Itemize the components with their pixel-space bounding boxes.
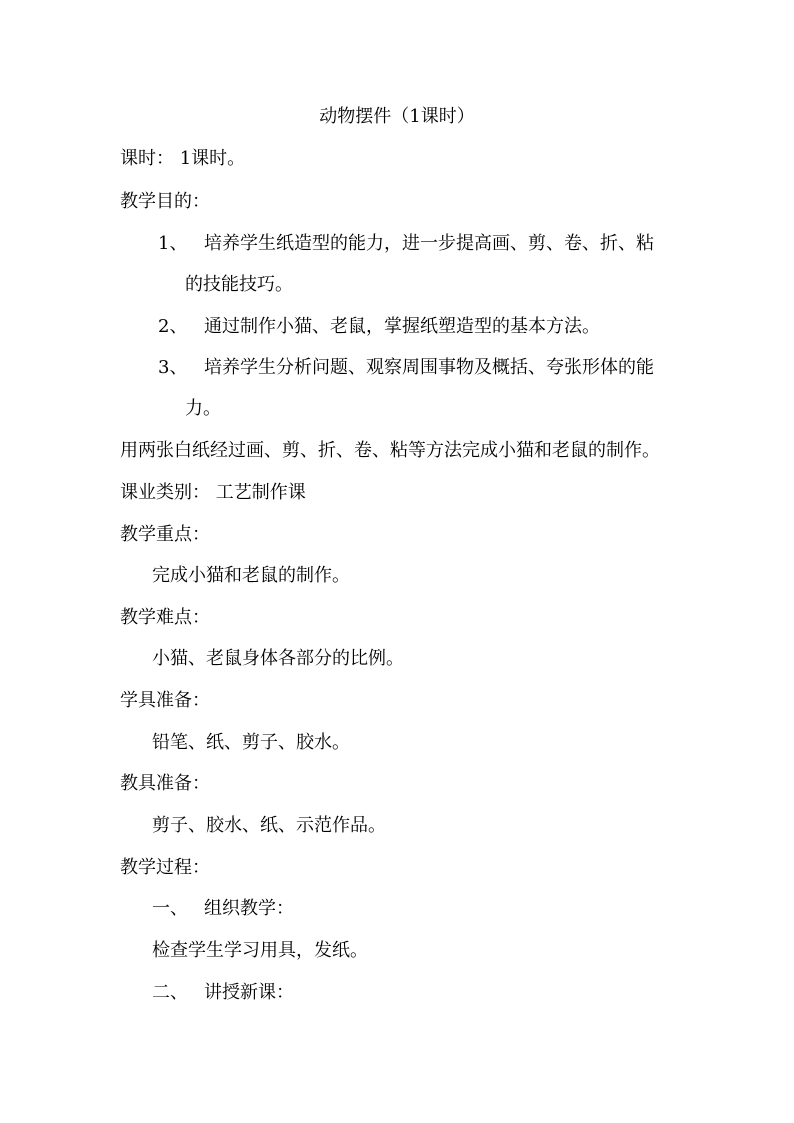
key-point-heading: 教学重点： [120,524,210,545]
document-title: 动物摆件（1课时） [319,106,475,127]
process-step-detail: 检查学生学习用具，发纸。 [152,940,368,961]
objective-number: 2、 [158,316,188,337]
student-materials-text: 铅笔、纸、剪子、胶水。 [152,732,350,753]
process-heading: 教学过程： [120,857,210,878]
process-step-number: 二、 [152,982,188,1003]
objective-text-continued: 力。 [185,398,221,419]
objective-text: 通过制作小猫、老鼠，掌握纸塑造型的基本方法。 [204,316,600,337]
objective-text: 培养学生分析问题、观察周围事物及概括、夸张形体的能 [204,357,654,378]
key-point-text: 完成小猫和老鼠的制作。 [152,565,350,586]
objective-number: 1、 [158,233,188,254]
teacher-materials-text: 剪子、胶水、纸、示范作品。 [152,815,386,836]
student-materials-heading: 学具准备： [120,690,210,711]
objective-text-continued: 的技能技巧。 [185,274,293,295]
process-step-text: 组织教学： [204,898,294,919]
difficulty-heading: 教学难点： [120,607,210,628]
objectives-heading: 教学目的： [120,191,210,212]
process-step-number: 一、 [152,898,188,919]
objective-text: 培养学生纸造型的能力，进一步提高画、剪、卷、折、粘 [204,233,654,254]
objective-number: 3、 [158,357,188,378]
class-hours: 课时： 1课时。 [120,148,246,169]
teacher-materials-heading: 教具准备： [120,773,210,794]
course-type: 课业类别： 工艺制作课 [120,482,306,503]
process-step-text: 讲授新课： [204,982,294,1003]
summary-text: 用两张白纸经过画、剪、折、卷、粘等方法完成小猫和老鼠的制作。 [120,440,660,461]
difficulty-text: 小猫、老鼠身体各部分的比例。 [152,648,404,669]
